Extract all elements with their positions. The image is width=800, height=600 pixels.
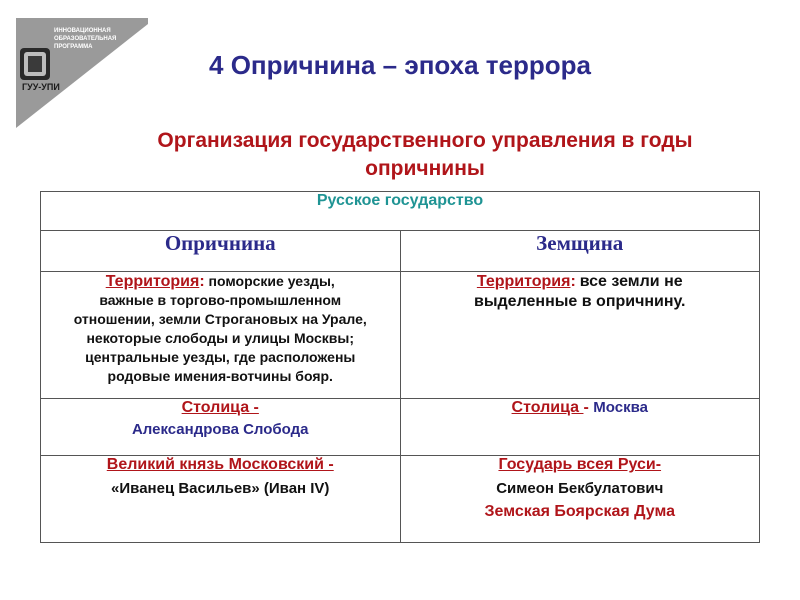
- state-label: Русское государство: [316, 192, 484, 209]
- oprichnina-territory-line-3: отношении, земли Строгановых на Урале,: [73, 311, 367, 327]
- subtitle-line-1: Организация государственного управления в годы: [157, 129, 693, 152]
- zemshchina-duma: Земская Боярская Дума: [484, 503, 675, 520]
- oprichnina-capital-label: Столица -: [181, 399, 259, 416]
- oprichnina-ruler-value: «Иванец Васильев» (Иван IV): [111, 480, 330, 497]
- oprichnina-territory-line-4: некоторые слободы и улицы Москвы;: [86, 330, 355, 346]
- page-title: 4 Опричнина – эпоха террора: [209, 50, 591, 80]
- zemshchina-ruler-value: Симеон Бекбулатович: [496, 480, 664, 497]
- state-header-cell: [41, 192, 760, 231]
- subtitle-line-2: опричнины: [365, 157, 485, 180]
- zemshchina-territory-cell: [400, 272, 760, 399]
- logo-text-2: ОБРАЗОВАТЕЛЬНАЯ: [54, 36, 117, 42]
- oprichnina-territory-colon: :: [199, 273, 205, 290]
- zemshchina-territory-label: Территория: [476, 273, 571, 290]
- capital-row: [41, 399, 760, 456]
- oprichnina-capital-value: Александрова Слобода: [131, 421, 309, 438]
- zemshchina-capital-value: Москва: [593, 399, 648, 416]
- oprichnina-territory-line-2: важные в торгово-промышленном: [99, 292, 342, 308]
- column-oprichnina: Опричнина: [41, 231, 401, 272]
- zemshchina-capital-label: Столица: [511, 399, 584, 416]
- zemshchina-territory-line-2: выделенные в опричнину.: [474, 293, 686, 310]
- government-table: [40, 191, 760, 543]
- zemshchina-territory-line-1: все земли не: [579, 273, 683, 290]
- table-header-row: [41, 192, 760, 231]
- oprichnina-territory-line-6: родовые имения-вотчины бояр.: [107, 368, 333, 384]
- column-zemshchina: Земщина: [400, 231, 760, 272]
- logo-text-1: ИННОВАЦИОННАЯ: [54, 28, 111, 34]
- zemshchina-capital-cell: [400, 399, 760, 456]
- oprichnina-territory-line-5: центральные уезды, где расположены: [85, 349, 356, 365]
- column-header-row: [41, 231, 760, 272]
- ruler-row: [41, 456, 760, 543]
- oprichnina-capital-cell: [41, 399, 401, 456]
- zemshchina-ruler-cell: [400, 456, 760, 543]
- oprichnina-ruler-label: Великий князь Московский -: [106, 456, 334, 473]
- oprichnina-territory-cell: [41, 272, 401, 399]
- oprichnina-territory-line-1: поморские уезды,: [208, 273, 335, 289]
- zemshchina-territory-colon: :: [570, 273, 576, 290]
- zemshchina-capital-dash: -: [583, 399, 594, 416]
- oprichnina-ruler-cell: [41, 456, 401, 543]
- territory-row: [41, 272, 760, 399]
- logo-text-4: ГУУ-УПИ: [22, 82, 60, 92]
- oprichnina-territory-label: Территория: [105, 273, 200, 290]
- zemshchina-ruler-label: Государь всея Руси-: [498, 456, 662, 473]
- logo-text-3: ПРОГРАММА: [54, 44, 93, 50]
- page-subtitle: [50, 127, 800, 183]
